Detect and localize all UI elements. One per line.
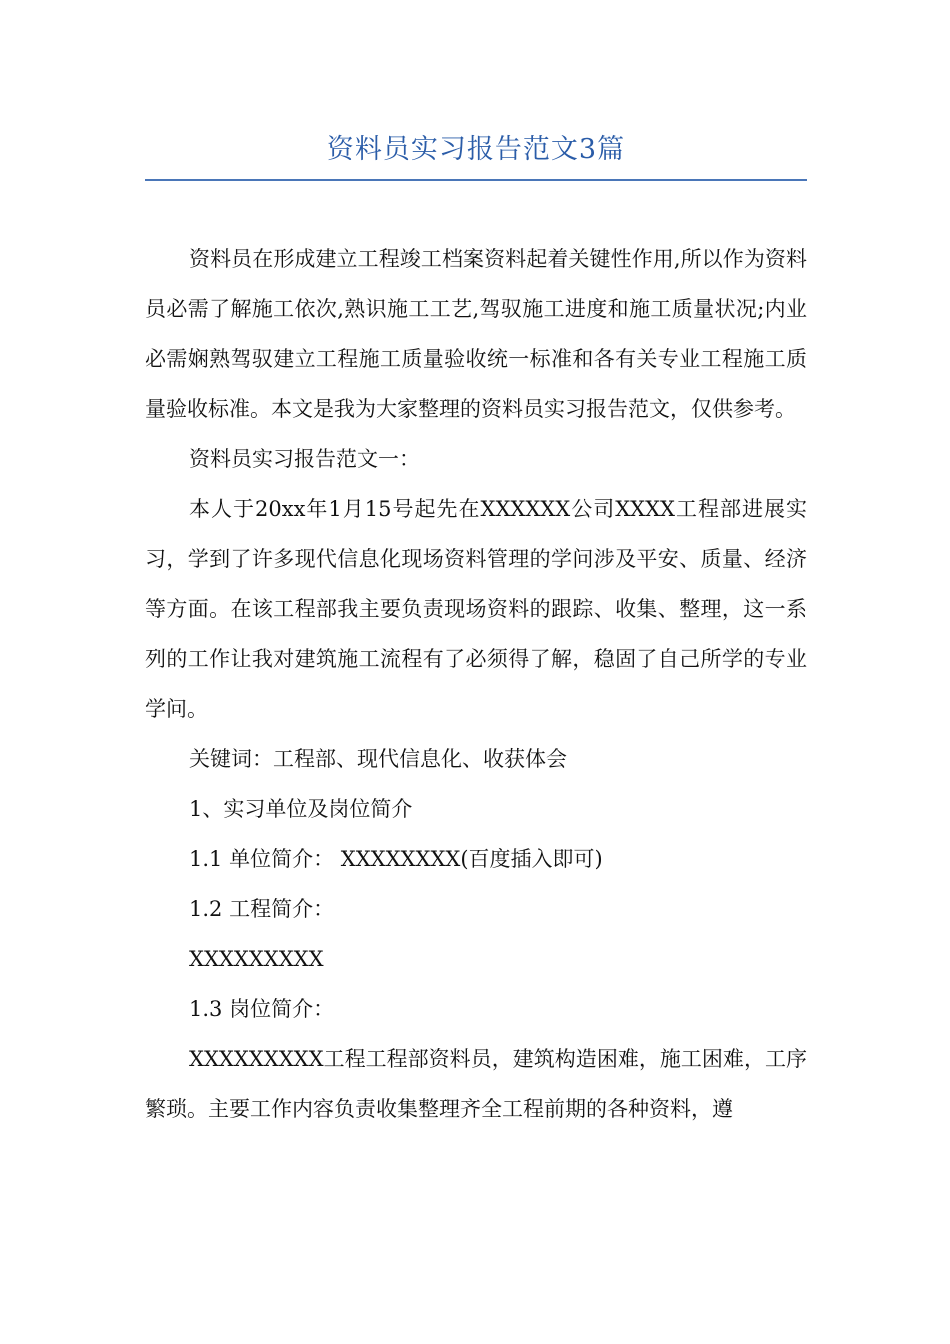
title-underline [145, 179, 807, 181]
keywords-line: 关键词：工程部、现代信息化、收获体会 [189, 747, 567, 771]
subsection-1-2: 1.2 工程简介： [189, 897, 335, 921]
position-paragraph: XXXXXXXXX工程工程部资料员，建筑构造困难，施工困难，工序繁琐。主要工作内容负责收集整理齐全工程前期的各种资料，遵 [145, 1047, 807, 1121]
subsection-1-3: 1.3 岗位简介： [189, 997, 335, 1021]
section-heading-sample-one: 资料员实习报告范文一： [189, 447, 420, 471]
document-body [145, 234, 807, 1134]
sample-one-paragraph: 本人于20xx年1月15号起先在XXXXXX公司XXXX工程部进展实习，学到了许多现代信息化现场资料管理的学问涉及平安、质量、经济等方面。在该工程部我主要负责现场资料的跟踪、收集、整理，这一系列的工作让我对建筑施工流程有了必须得了解，稳固了自己所学的专业学问。 [145, 497, 807, 721]
section-heading-1: 1、实习单位及岗位简介 [189, 797, 413, 821]
intro-paragraph: 资料员在形成建立工程竣工档案资料起着关键性作用,所以作为资料员必需了解施工依次,熟识施工工艺,驾驭施工进度和施工质量状况;内业必需娴熟驾驭建立工程施工质量验收统一标准和各有关专业工程施工质量验收标准。本文是我为大家整理的资料员实习报告范文，仅供参考。 [145, 247, 807, 421]
subsection-1-1: 1.1 单位简介： XXXXXXXX(百度插入即可) [189, 847, 603, 871]
document-title: 资料员实习报告范文3篇 [326, 134, 626, 165]
project-placeholder: XXXXXXXXX [189, 947, 324, 971]
